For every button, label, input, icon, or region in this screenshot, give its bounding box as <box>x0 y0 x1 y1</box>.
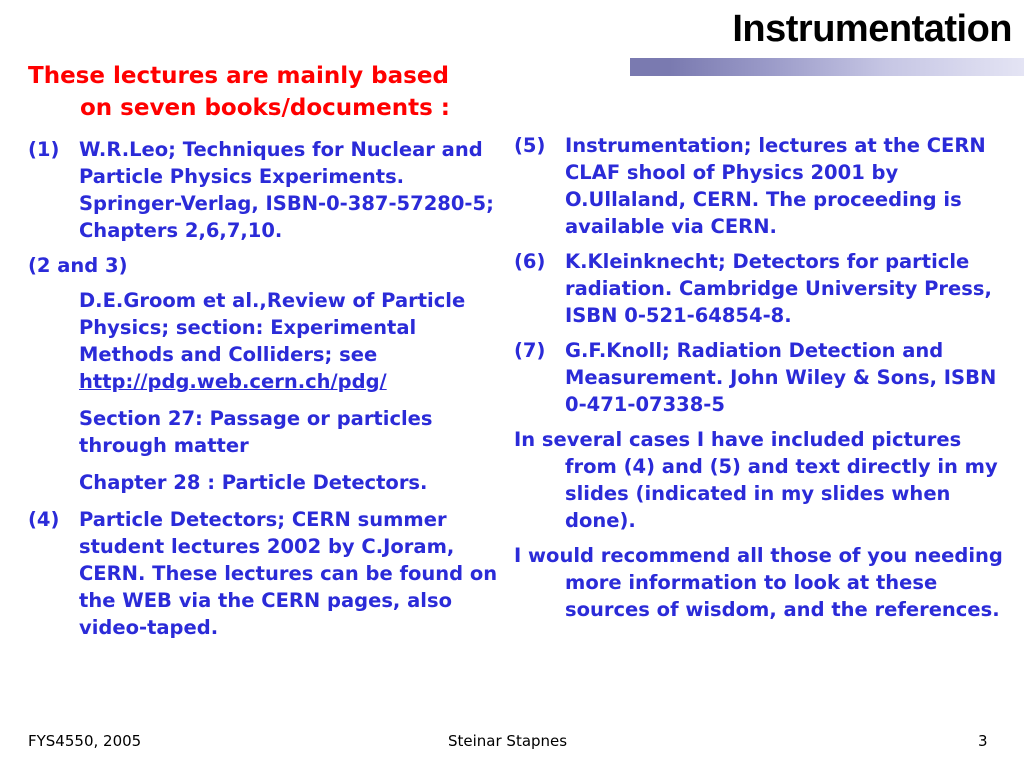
reference-5 <box>514 132 1004 240</box>
reference-6 <box>514 248 1004 329</box>
title-gradient-bar <box>630 58 1024 76</box>
pictures-note: In several cases I have included pictures from (4) and (5) and text directly in my slides (indicated in my slides when done). <box>514 428 998 532</box>
footer-author: Steinar Stapnes <box>448 732 568 750</box>
reference-5-text: Instrumentation; lectures at the CERN CLAF shool of Physics 2001 by O.Ullaland, CERN. The proceeding is available via CERN. <box>565 134 986 238</box>
intro-text <box>28 60 508 124</box>
reference-2-3-label: (2 and 3) <box>28 254 128 277</box>
chapter-28-note: Chapter 28 : Particle Detectors. <box>79 471 428 494</box>
pdg-link[interactable]: http://pdg.web.cern.ch/pdg/ <box>79 370 387 393</box>
reference-1-number: (1) <box>28 138 60 161</box>
reference-4-number: (4) <box>28 508 60 531</box>
reference-7-number: (7) <box>514 339 546 362</box>
reference-6-text: K.Kleinknecht; Detectors for particle radiation. Cambridge University Press, ISBN 0-521-64854-8. <box>565 250 992 327</box>
footer-course: FYS4550, 2005 <box>28 732 142 750</box>
left-column <box>28 136 513 649</box>
reference-4 <box>28 506 513 641</box>
reference-1 <box>28 136 513 244</box>
reference-6-number: (6) <box>514 250 546 273</box>
slide-title: Instrumentation <box>732 8 1012 50</box>
reference-2-3-text: D.E.Groom et al.,Review of Particle Physics; section: Experimental Methods and Colliders; see <box>79 289 466 366</box>
section-27-note: Section 27: Passage or particles through matter <box>79 407 433 457</box>
intro-line-2: on seven books/documents : <box>80 95 450 121</box>
reference-2-3 <box>28 287 513 395</box>
reference-4-text: Particle Detectors; CERN summer student lectures 2002 by C.Joram, CERN. These lectures can be found on the WEB via the CERN pages, also video-taped. <box>79 508 498 639</box>
right-column <box>514 132 1004 631</box>
reference-7 <box>514 337 1004 418</box>
reference-7-text: G.F.Knoll; Radiation Detection and Measurement. John Wiley & Sons, ISBN 0-471-07338-5 <box>565 339 997 416</box>
recommendation-note: I would recommend all those of you needing more information to look at these sources of wisdom, and the references. <box>514 544 1003 621</box>
reference-1-text: W.R.Leo; Techniques for Nuclear and Particle Physics Experiments. Springer-Verlag, ISBN-0-387-57280-5; Chapters 2,6,7,10. <box>79 138 494 242</box>
intro-line-1: These lectures are mainly based <box>28 63 449 89</box>
reference-5-number: (5) <box>514 134 546 157</box>
page-number: 3 <box>978 732 988 750</box>
